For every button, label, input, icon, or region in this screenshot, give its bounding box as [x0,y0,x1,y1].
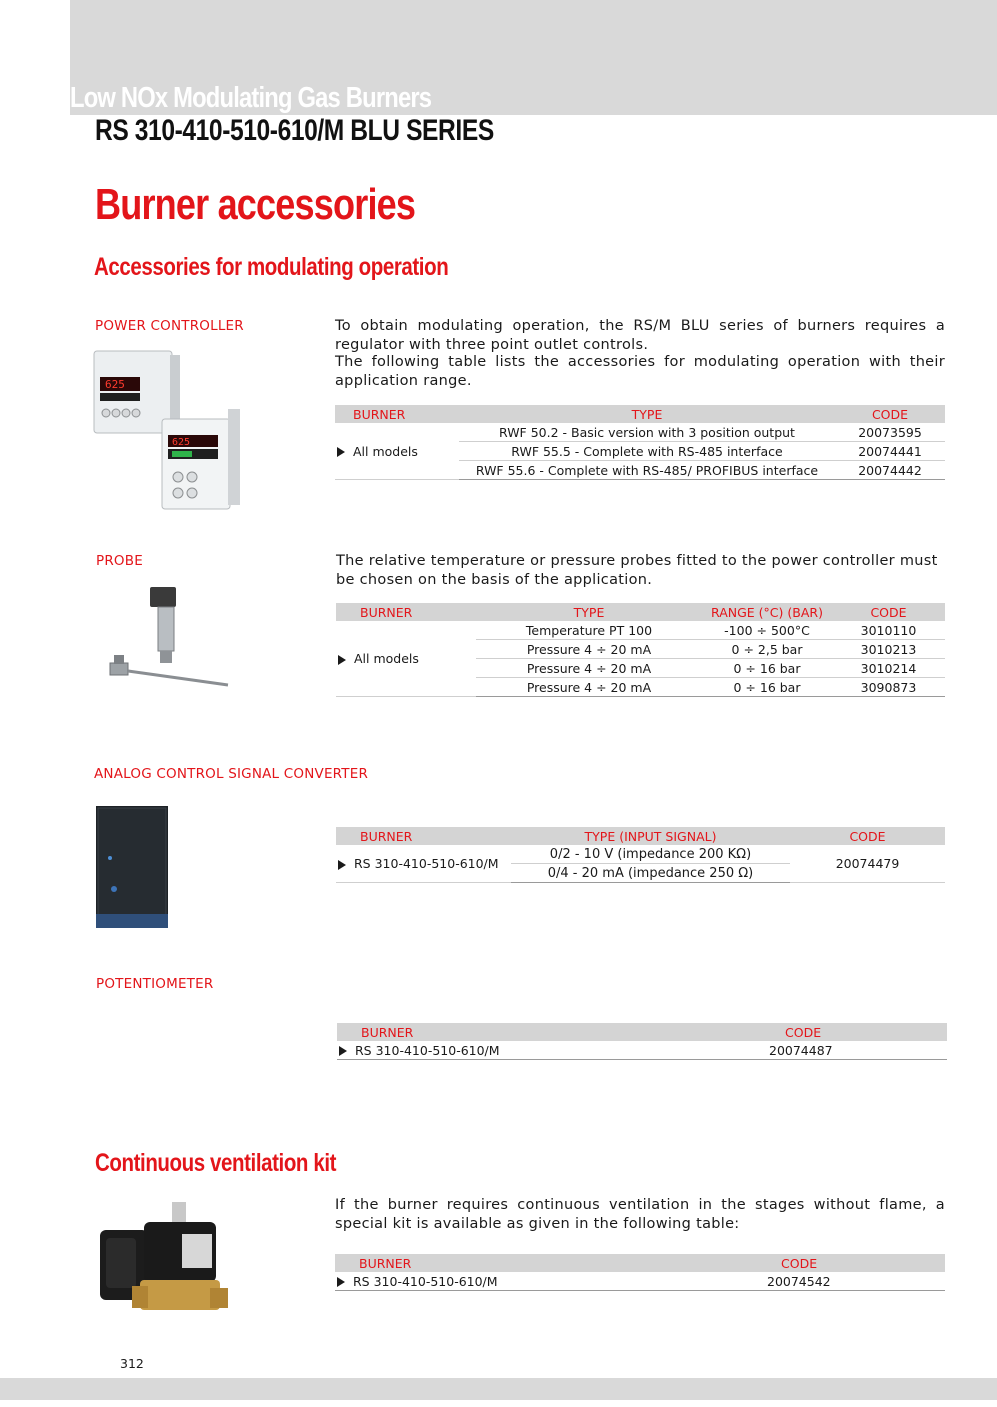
power-controller-label: POWER CONTROLLER [95,318,244,334]
ventilation-title: Continuous ventilation kit [95,1149,337,1177]
power-controller-text-2: The following table lists the accessories for modulating operation with their application range. [335,354,945,389]
page-number: 312 [120,1356,144,1371]
type-cell: RWF 55.6 - Complete with RS-485/ PROFIBUS interface [459,461,835,480]
power-controller-image [92,347,242,512]
bullet-icon [339,1046,347,1056]
bullet-icon [337,1277,345,1287]
probe-text: The relative temperature or pressure probes fitted to the power controller must be chosen on the basis of the application. [336,553,938,588]
header-burner: BURNER [337,1023,707,1041]
header-burner: BURNER [335,405,459,423]
code-cell: 20074479 [790,845,945,883]
burner-cell: RS 310-410-510-610/M [336,845,511,883]
code-cell: 3090873 [832,678,945,697]
type-cell: Pressure 4 ÷ 20 mA [476,659,702,678]
header-code: CODE [835,405,945,423]
display-top: 625 [105,378,125,391]
power-controller-text-1: To obtain modulating operation, the RS/M BLU series of burners requires a regulator with three point outlet controls. [335,318,945,353]
range-cell: 0 ÷ 2,5 bar [702,640,832,659]
ventilation-text: If the burner requires continuous ventilation in the stages without flame, a special kit is available as given in the following table: [335,1197,945,1232]
section-title: Accessories for modulating operation [94,253,449,281]
converter-table [336,827,945,883]
header-burner: BURNER [336,603,476,621]
header-burner: BURNER [336,827,511,845]
header-code: CODE [705,1254,945,1272]
probe-label: PROBE [96,553,143,569]
potentiometer-label: POTENTIOMETER [96,976,214,992]
bullet-icon [337,447,345,457]
burner-cell: All models [335,423,459,480]
header-type: TYPE (INPUT SIGNAL) [511,827,790,845]
burner-cell: RS 310-410-510-610/M [335,1272,705,1291]
type-cell: 0/2 - 10 V (impedance 200 KΩ) [511,845,790,864]
header-code: CODE [790,827,945,845]
bullet-icon [338,655,346,665]
display-front: 625 [172,437,191,448]
code-cell: 3010110 [832,621,945,640]
type-cell: Pressure 4 ÷ 20 mA [476,640,702,659]
code-cell: 3010213 [832,640,945,659]
range-cell: -100 ÷ 500°C [702,621,832,640]
range-cell: 0 ÷ 16 bar [702,678,832,697]
ventilation-kit-image [100,1200,230,1322]
type-cell: Pressure 4 ÷ 20 mA [476,678,702,697]
code-cell: 3010214 [832,659,945,678]
type-cell: Temperature PT 100 [476,621,702,640]
bullet-icon [338,860,346,870]
header-type: TYPE [459,405,835,423]
header-code: CODE [832,603,945,621]
potentiometer-table [337,1023,947,1060]
converter-image [96,806,168,928]
probe-image [98,585,233,690]
code-cell: 20074542 [705,1272,945,1291]
type-cell: RWF 55.5 - Complete with RS-485 interface [459,442,835,461]
probe-table [336,603,945,697]
header-type: TYPE [476,603,702,621]
converter-label: ANALOG CONTROL SIGNAL CONVERTER [94,766,369,782]
ventilation-table [335,1254,945,1291]
code-cell: 20074442 [835,461,945,480]
type-cell: 0/4 - 20 mA (impedance 250 Ω) [511,864,790,883]
range-cell: 0 ÷ 16 bar [702,659,832,678]
header-burner: BURNER [335,1254,705,1272]
header-code: CODE [707,1023,947,1041]
burner-cell: RS 310-410-510-610/M [337,1041,707,1060]
series-subtitle: RS 310-410-510-610/M BLU SERIES [95,114,494,147]
power-controller-table [335,405,945,480]
code-cell: 20074441 [835,442,945,461]
type-cell: RWF 50.2 - Basic version with 3 position output [459,423,835,442]
burner-cell: All models [336,621,476,697]
page-title: Burner accessories [95,180,416,229]
code-cell: 20073595 [835,423,945,442]
header-range: RANGE (°C) (BAR) [702,603,832,621]
code-cell: 20074487 [707,1041,947,1060]
series-title: Low NOx Modulating Gas Burners [70,82,432,114]
footer-band [0,1378,997,1400]
